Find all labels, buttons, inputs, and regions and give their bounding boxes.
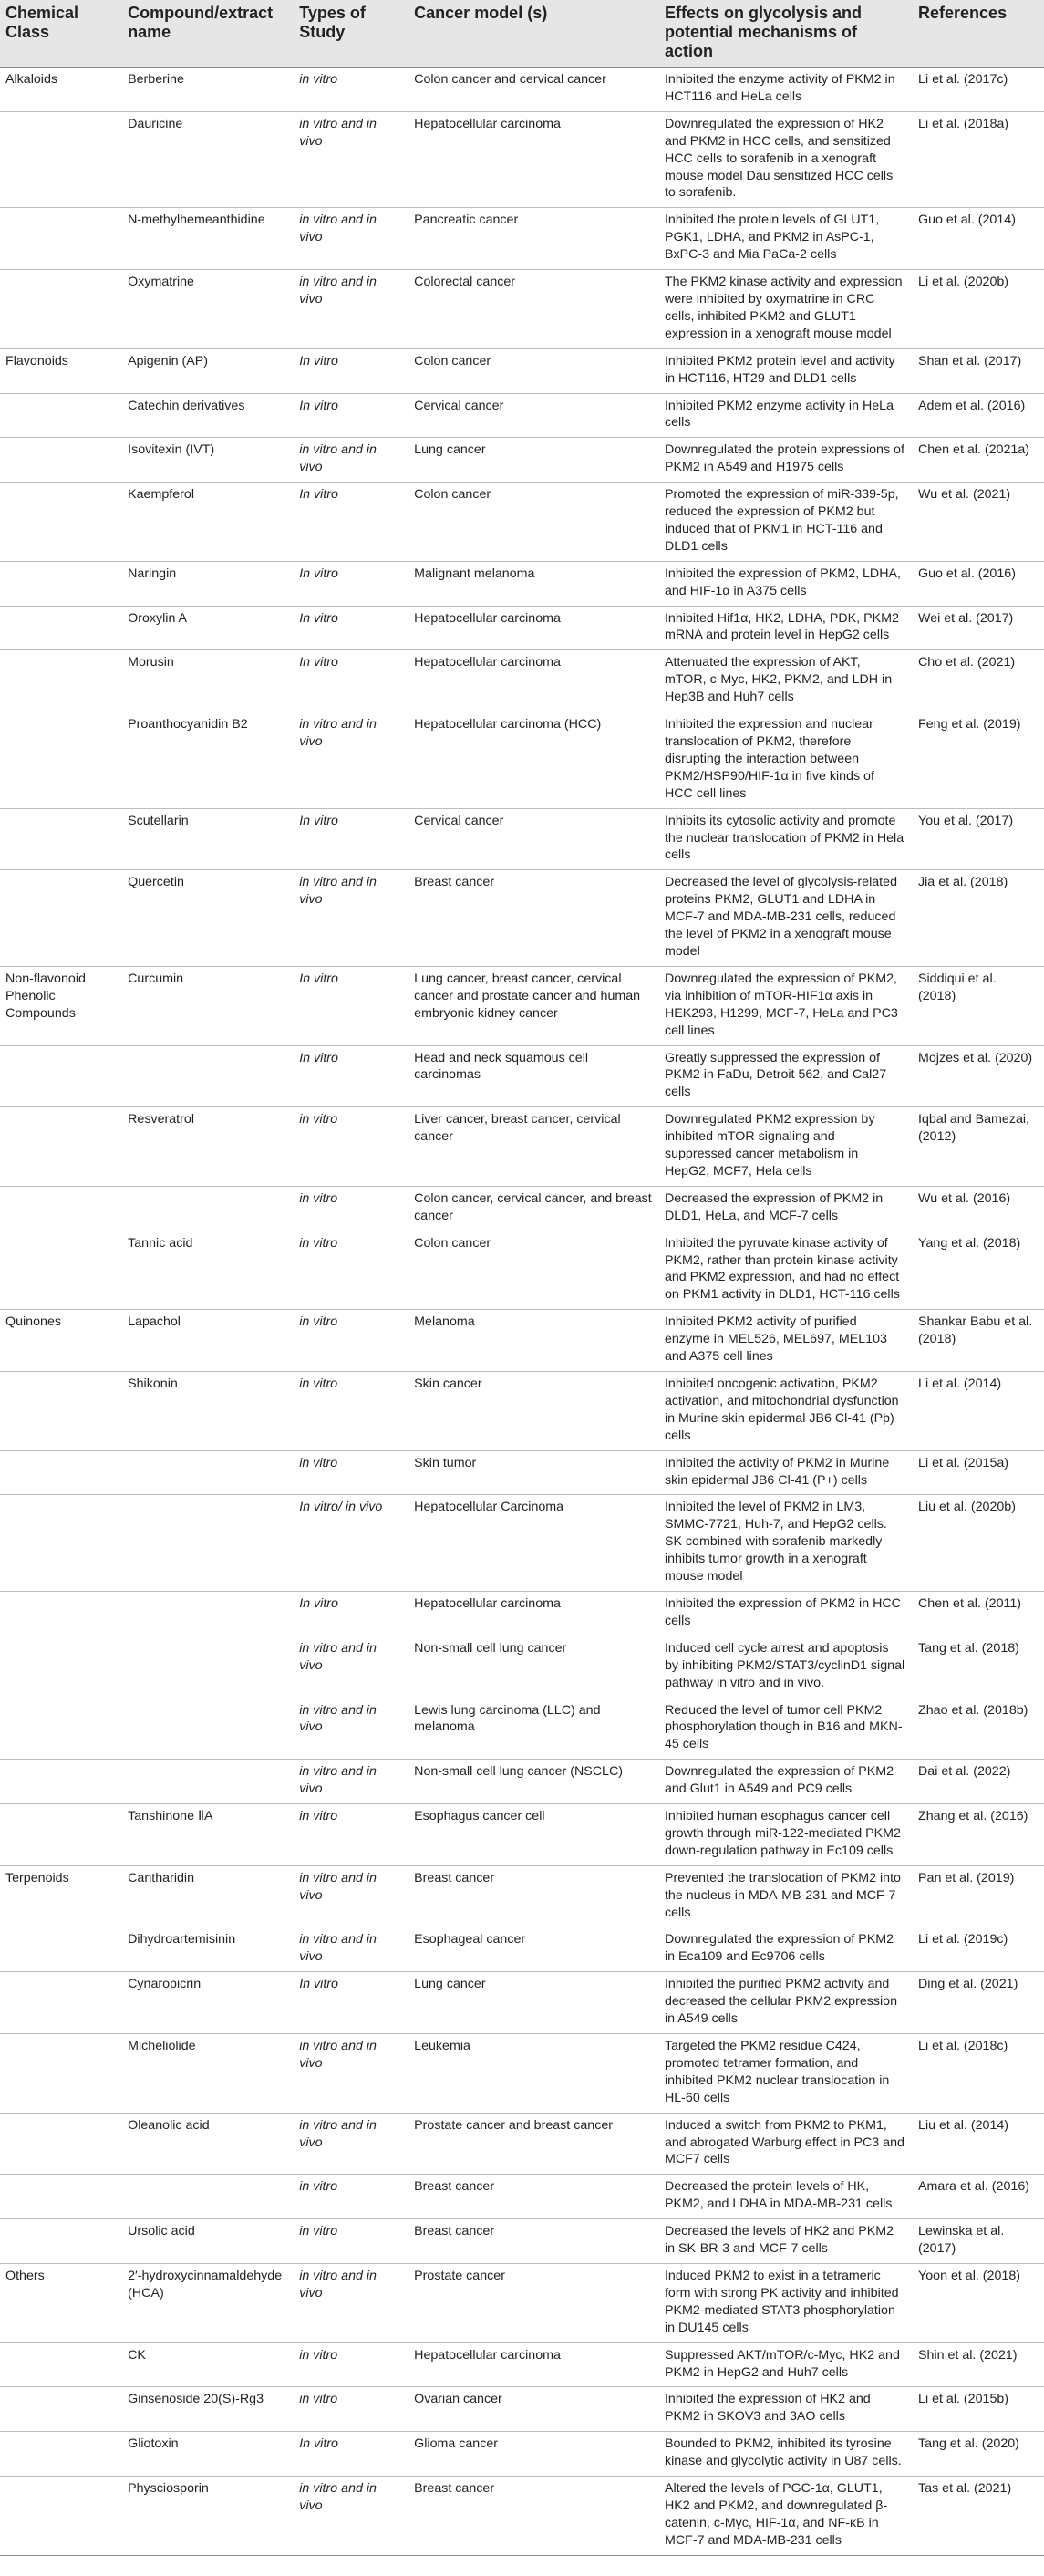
cell-chemical-class bbox=[0, 2175, 122, 2219]
cell-types-of-study: In vitro bbox=[294, 348, 408, 393]
cell-reference: Li et al. (2015b) bbox=[913, 2387, 1044, 2432]
cell-chemical-class bbox=[0, 712, 122, 809]
cell-effects: Inhibited the expression of PKM2, LDHA, and HIF-1α in A375 cells bbox=[659, 561, 913, 606]
cell-effects: Inhibited the expression of PKM2 in HCC cells bbox=[659, 1591, 913, 1636]
cell-types-of-study: in vitro and in vivo bbox=[294, 1865, 408, 1927]
cell-reference: Guo et al. (2016) bbox=[913, 561, 1044, 606]
cell-types-of-study: in vitro bbox=[294, 1372, 408, 1451]
cell-cancer-model: Melanoma bbox=[408, 1310, 659, 1372]
cell-types-of-study: in vitro bbox=[294, 2387, 408, 2432]
cell-reference: Shan et al. (2017) bbox=[913, 348, 1044, 393]
cell-chemical-class: Alkaloids bbox=[0, 68, 122, 112]
cell-chemical-class bbox=[0, 1107, 122, 1187]
table-row bbox=[0, 2263, 1044, 2342]
table-row bbox=[0, 1591, 1044, 1636]
cell-chemical-class bbox=[0, 1972, 122, 2034]
cell-reference: Wu et al. (2016) bbox=[913, 1186, 1044, 1231]
cell-reference: Tang et al. (2020) bbox=[913, 2432, 1044, 2477]
table-row bbox=[0, 2034, 1044, 2114]
cell-chemical-class bbox=[0, 2342, 122, 2387]
cell-effects: Inhibited the protein levels of GLUT1, PGK1, LDHA, and PKM2 in AsPC-1, BxPC-3 and Mia PaCa-2 cells bbox=[659, 208, 913, 270]
cell-types-of-study: in vitro bbox=[294, 1107, 408, 1187]
cell-cancer-model: Lung cancer bbox=[408, 1972, 659, 2034]
cell-types-of-study: in vitro bbox=[294, 1804, 408, 1866]
cell-chemical-class bbox=[0, 483, 122, 562]
cell-chemical-class bbox=[0, 650, 122, 712]
table-row bbox=[0, 111, 1044, 208]
cell-cancer-model: Skin cancer bbox=[408, 1372, 659, 1451]
cell-reference: Li et al. (2017c) bbox=[913, 68, 1044, 112]
cell-types-of-study: in vitro and in vivo bbox=[294, 712, 408, 809]
cell-effects: Downregulated the expression of PKM2 and Glut1 in A549 and PC9 cells bbox=[659, 1760, 913, 1804]
cell-cancer-model: Colon cancer bbox=[408, 483, 659, 562]
cell-chemical-class bbox=[0, 1231, 122, 1310]
cell-reference: Zhao et al. (2018b) bbox=[913, 1698, 1044, 1760]
cell-cancer-model: Breast cancer bbox=[408, 2477, 659, 2556]
cell-effects: Induced cell cycle arrest and apoptosis by inhibiting PKM2/STAT3/cyclinD1 signal pathway in vitro and in vivo. bbox=[659, 1636, 913, 1698]
cell-cancer-model: Colon cancer bbox=[408, 348, 659, 393]
cell-cancer-model: Breast cancer bbox=[408, 2175, 659, 2219]
cell-types-of-study: in vitro bbox=[294, 2219, 408, 2264]
cell-types-of-study: in vitro and in vivo bbox=[294, 1760, 408, 1804]
cell-compound-name bbox=[122, 2175, 294, 2219]
cell-compound-name bbox=[122, 1760, 294, 1804]
header-row bbox=[0, 0, 1044, 68]
cell-reference: Shankar Babu et al. (2018) bbox=[913, 1310, 1044, 1372]
cell-compound-name: Morusin bbox=[122, 650, 294, 712]
cell-compound-name: Cantharidin bbox=[122, 1865, 294, 1927]
cell-cancer-model: Head and neck squamous cell carcinomas bbox=[408, 1045, 659, 1107]
cell-cancer-model: Breast cancer bbox=[408, 1865, 659, 1927]
table-row bbox=[0, 1636, 1044, 1698]
table-row bbox=[0, 650, 1044, 712]
cell-compound-name: Kaempferol bbox=[122, 483, 294, 562]
cell-effects: Decreased the levels of HK2 and PKM2 in SK-BR-3 and MCF-7 cells bbox=[659, 2219, 913, 2264]
cell-compound-name: N-methylhemeanthidine bbox=[122, 208, 294, 270]
table-row bbox=[0, 1927, 1044, 1972]
cell-compound-name: Berberine bbox=[122, 68, 294, 112]
cell-effects: Inhibited Hif1α, HK2, LDHA, PDK, PKM2 mRNA and protein level in HepG2 cells bbox=[659, 606, 913, 650]
cell-reference: Li et al. (2020b) bbox=[913, 270, 1044, 349]
cell-cancer-model: Colon cancer bbox=[408, 1231, 659, 1310]
table-row bbox=[0, 68, 1044, 112]
cell-reference: Chen et al. (2021a) bbox=[913, 438, 1044, 483]
cell-reference: Dai et al. (2022) bbox=[913, 1760, 1044, 1804]
cell-reference: Guo et al. (2014) bbox=[913, 208, 1044, 270]
cell-chemical-class bbox=[0, 2113, 122, 2175]
table-row bbox=[0, 2219, 1044, 2264]
cell-cancer-model: Hepatocellular carcinoma bbox=[408, 650, 659, 712]
cell-types-of-study: In vitro bbox=[294, 650, 408, 712]
cell-reference: Feng et al. (2019) bbox=[913, 712, 1044, 809]
cell-types-of-study: In vitro bbox=[294, 561, 408, 606]
cell-cancer-model: Esophagus cancer cell bbox=[408, 1804, 659, 1866]
cell-reference: Jia et al. (2018) bbox=[913, 870, 1044, 967]
cell-reference: Amara et al. (2016) bbox=[913, 2175, 1044, 2219]
cell-effects: Inhibited the pyruvate kinase activity of PKM2, rather than protein kinase activity and PKM2 expression, and had no effect on PKM1 activity in DLD1, HCT-116 cells bbox=[659, 1231, 913, 1310]
cell-chemical-class bbox=[0, 1372, 122, 1451]
cell-reference: Li et al. (2014) bbox=[913, 1372, 1044, 1451]
cell-compound-name: Lapachol bbox=[122, 1310, 294, 1372]
table-header bbox=[0, 0, 1044, 68]
cell-compound-name: Gliotoxin bbox=[122, 2432, 294, 2477]
cell-types-of-study: in vitro and in vivo bbox=[294, 2034, 408, 2114]
cell-chemical-class: Flavonoids bbox=[0, 348, 122, 393]
table-row bbox=[0, 2432, 1044, 2477]
cell-compound-name: Micheliolide bbox=[122, 2034, 294, 2114]
cell-types-of-study: In vitro bbox=[294, 393, 408, 438]
table-row bbox=[0, 270, 1044, 349]
table-row bbox=[0, 348, 1044, 393]
cell-cancer-model: Non-small cell lung cancer bbox=[408, 1636, 659, 1698]
cell-chemical-class: Quinones bbox=[0, 1310, 122, 1372]
cell-effects: Suppressed AKT/mTOR/c-Myc, HK2 and PKM2 in HepG2 and Huh7 cells bbox=[659, 2342, 913, 2387]
cell-chemical-class bbox=[0, 1804, 122, 1866]
table-row bbox=[0, 1495, 1044, 1592]
cell-chemical-class bbox=[0, 111, 122, 208]
table-row bbox=[0, 1310, 1044, 1372]
header-chemical-class: Chemical Class bbox=[0, 0, 122, 68]
cell-chemical-class: Non-flavonoid Phenolic Compounds bbox=[0, 966, 122, 1045]
cell-cancer-model: Hepatocellular carcinoma bbox=[408, 2342, 659, 2387]
cell-effects: Induced a switch from PKM2 to PKM1, and abrogated Warburg effect in PC3 and MCF7 cells bbox=[659, 2113, 913, 2175]
cell-reference: Zhang et al. (2016) bbox=[913, 1804, 1044, 1866]
table-row bbox=[0, 1045, 1044, 1107]
cell-reference: Li et al. (2018a) bbox=[913, 111, 1044, 208]
cell-compound-name: Tannic acid bbox=[122, 1231, 294, 1310]
table-row bbox=[0, 1972, 1044, 2034]
cell-types-of-study: In vitro bbox=[294, 966, 408, 1045]
cell-effects: Promoted the expression of miR-339-5p, reduced the expression of PKM2 but induced that of PKM1 in HCT-116 and DLD1 cells bbox=[659, 483, 913, 562]
cell-effects: Inhibited human esophagus cancer cell growth through miR-122-mediated PKM2 down-regulation pathway in Ec109 cells bbox=[659, 1804, 913, 1866]
cell-chemical-class bbox=[0, 2477, 122, 2556]
cell-cancer-model: Colorectal cancer bbox=[408, 270, 659, 349]
cell-compound-name bbox=[122, 1591, 294, 1636]
cell-reference: Chen et al. (2011) bbox=[913, 1591, 1044, 1636]
cell-compound-name: Scutellarin bbox=[122, 808, 294, 870]
table-row bbox=[0, 1698, 1044, 1760]
cell-compound-name bbox=[122, 1186, 294, 1231]
cell-compound-name: Naringin bbox=[122, 561, 294, 606]
cell-types-of-study: in vitro bbox=[294, 1231, 408, 1310]
cell-types-of-study: in vitro bbox=[294, 1450, 408, 1495]
cell-chemical-class bbox=[0, 561, 122, 606]
cell-effects: Targeted the PKM2 residue C424, promoted tetramer formation, and inhibited PKM2 nuclear translocation in HL-60 cells bbox=[659, 2034, 913, 2114]
cell-effects: Decreased the protein levels of HK, PKM2, and LDHA in MDA-MB-231 cells bbox=[659, 2175, 913, 2219]
cell-reference: Tang et al. (2018) bbox=[913, 1636, 1044, 1698]
cell-effects: Inhibited the expression and nuclear translocation of PKM2, therefore disrupting the interaction between PKM2/HSP90/HIF-1α in five kinds of HCC cell lines bbox=[659, 712, 913, 809]
cell-cancer-model: Lewis lung carcinoma (LLC) and melanoma bbox=[408, 1698, 659, 1760]
cell-chemical-class bbox=[0, 2219, 122, 2264]
cell-types-of-study: In vitro bbox=[294, 1045, 408, 1107]
cell-cancer-model: Skin tumor bbox=[408, 1450, 659, 1495]
cell-chemical-class bbox=[0, 208, 122, 270]
cell-reference: Wu et al. (2021) bbox=[913, 483, 1044, 562]
cell-types-of-study: In vitro bbox=[294, 1591, 408, 1636]
cell-effects: Reduced the level of tumor cell PKM2 phosphorylation though in B16 and MKN-45 cells bbox=[659, 1698, 913, 1760]
cell-compound-name: Proanthocyanidin B2 bbox=[122, 712, 294, 809]
cell-types-of-study: in vitro and in vivo bbox=[294, 2113, 408, 2175]
cell-compound-name bbox=[122, 1450, 294, 1495]
cell-compound-name: 2′-hydroxycinnamaldehyde (HCA) bbox=[122, 2263, 294, 2342]
cell-compound-name: Catechin derivatives bbox=[122, 393, 294, 438]
header-types-of-study: Types of Study bbox=[294, 0, 408, 68]
table-row bbox=[0, 483, 1044, 562]
cell-effects: Bounded to PKM2, inhibited its tyrosine kinase and glycolytic activity in U87 cells. bbox=[659, 2432, 913, 2477]
cell-compound-name: Resveratrol bbox=[122, 1107, 294, 1187]
cell-effects: Attenuated the expression of AKT, mTOR, c-Myc, HK2, PKM2, and LDH in Hep3B and Huh7 cells bbox=[659, 650, 913, 712]
cell-effects: Inhibited PKM2 protein level and activity in HCT116, HT29 and DLD1 cells bbox=[659, 348, 913, 393]
cell-chemical-class bbox=[0, 2034, 122, 2114]
cell-effects: Altered the levels of PGC-1α, GLUT1, HK2 and PKM2, and downregulated β-catenin, c-Myc, HIF-1α, and NF-κB in MCF-7 and MDA-MB-231 cells bbox=[659, 2477, 913, 2556]
cell-reference: Liu et al. (2014) bbox=[913, 2113, 1044, 2175]
header-effects: Effects on glycolysis and potential mechanisms of action bbox=[659, 0, 913, 68]
table-row bbox=[0, 208, 1044, 270]
cell-chemical-class bbox=[0, 1760, 122, 1804]
cell-cancer-model: Prostate cancer and breast cancer bbox=[408, 2113, 659, 2175]
cell-types-of-study: in vitro and in vivo bbox=[294, 870, 408, 967]
cell-chemical-class bbox=[0, 1927, 122, 1972]
cell-chemical-class bbox=[0, 1045, 122, 1107]
cell-effects: Downregulated PKM2 expression by inhibited mTOR signaling and suppressed cancer metabolism in HepG2, MCF7, Hela cells bbox=[659, 1107, 913, 1187]
cell-chemical-class bbox=[0, 606, 122, 650]
cell-cancer-model: Hepatocellular carcinoma bbox=[408, 111, 659, 208]
cell-effects: Inhibited the enzyme activity of PKM2 in HCT116 and HeLa cells bbox=[659, 68, 913, 112]
cell-chemical-class bbox=[0, 438, 122, 483]
cell-reference: Ding et al. (2021) bbox=[913, 1972, 1044, 2034]
cell-types-of-study: in vitro bbox=[294, 1310, 408, 1372]
cell-effects: Downregulated the expression of HK2 and PKM2 in HCC cells, and sensitized HCC cells to sorafenib in a xenograft mouse model Dau sensitized HCC cells to sorafenib. bbox=[659, 111, 913, 208]
cell-compound-name: Dauricine bbox=[122, 111, 294, 208]
cell-types-of-study: in vitro and in vivo bbox=[294, 2477, 408, 2556]
cell-types-of-study: in vitro bbox=[294, 2175, 408, 2219]
cell-chemical-class bbox=[0, 1698, 122, 1760]
cell-cancer-model: Ovarian cancer bbox=[408, 2387, 659, 2432]
cell-reference: You et al. (2017) bbox=[913, 808, 1044, 870]
cell-compound-name: Isovitexin (IVT) bbox=[122, 438, 294, 483]
table-row bbox=[0, 1372, 1044, 1451]
cell-reference: Pan et al. (2019) bbox=[913, 1865, 1044, 1927]
cell-effects: Downregulated the expression of PKM2, via inhibition of mTOR-HIF1α axis in HEK293, H1299, MCF-7, HeLa and PC3 cell lines bbox=[659, 966, 913, 1045]
cell-cancer-model: Esophageal cancer bbox=[408, 1927, 659, 1972]
cell-types-of-study: in vitro bbox=[294, 2342, 408, 2387]
cell-types-of-study: in vitro bbox=[294, 68, 408, 112]
table-row bbox=[0, 1186, 1044, 1231]
cell-compound-name: Oleanolic acid bbox=[122, 2113, 294, 2175]
cell-reference: Mojzes et al. (2020) bbox=[913, 1045, 1044, 1107]
cell-compound-name: Cynaropicrin bbox=[122, 1972, 294, 2034]
cell-compound-name: Tanshinone ⅡA bbox=[122, 1804, 294, 1866]
cell-types-of-study: In vitro bbox=[294, 808, 408, 870]
cell-reference: Shin et al. (2021) bbox=[913, 2342, 1044, 2387]
table-row bbox=[0, 438, 1044, 483]
table-row bbox=[0, 1865, 1044, 1927]
table-row bbox=[0, 870, 1044, 967]
cell-cancer-model: Prostate cancer bbox=[408, 2263, 659, 2342]
table-row bbox=[0, 808, 1044, 870]
cell-compound-name bbox=[122, 1636, 294, 1698]
cell-types-of-study: In vitro bbox=[294, 2432, 408, 2477]
cell-chemical-class bbox=[0, 1495, 122, 1592]
cell-compound-name: Shikonin bbox=[122, 1372, 294, 1451]
cell-effects: Inhibited PKM2 activity of purified enzyme in MEL526, MEL697, MEL103 and A375 cell lines bbox=[659, 1310, 913, 1372]
cell-compound-name bbox=[122, 1698, 294, 1760]
cell-effects: The PKM2 kinase activity and expression were inhibited by oxymatrine in CRC cells, inhibited PKM2 and GLUT1 expression in a xenograft mouse model bbox=[659, 270, 913, 349]
cell-cancer-model: Hepatocellular carcinoma bbox=[408, 1591, 659, 1636]
cell-cancer-model: Hepatocellular Carcinoma bbox=[408, 1495, 659, 1592]
cell-reference: Yang et al. (2018) bbox=[913, 1231, 1044, 1310]
cell-types-of-study: In vitro bbox=[294, 1972, 408, 2034]
table-row bbox=[0, 1450, 1044, 1495]
cell-chemical-class bbox=[0, 1591, 122, 1636]
cell-types-of-study: In vitro/ in vivo bbox=[294, 1495, 408, 1592]
cell-compound-name: Quercetin bbox=[122, 870, 294, 967]
cell-cancer-model: Liver cancer, breast cancer, cervical cancer bbox=[408, 1107, 659, 1187]
cell-compound-name bbox=[122, 1045, 294, 1107]
cell-effects: Decreased the expression of PKM2 in DLD1, HeLa, and MCF-7 cells bbox=[659, 1186, 913, 1231]
table-row bbox=[0, 393, 1044, 438]
cell-effects: Decreased the level of glycolysis-related proteins PKM2, GLUT1 and LDHA in MCF-7 and MDA-MB-231 cells, reduced the level of PKM2 in a xenograft mouse model bbox=[659, 870, 913, 967]
cell-effects: Inhibited the purified PKM2 activity and decreased the cellular PKM2 expression in A549 cells bbox=[659, 1972, 913, 2034]
cell-reference: Siddiqui et al. (2018) bbox=[913, 966, 1044, 1045]
cell-types-of-study: in vitro and in vivo bbox=[294, 208, 408, 270]
cell-chemical-class bbox=[0, 393, 122, 438]
cell-effects: Inhibited PKM2 enzyme activity in HeLa cells bbox=[659, 393, 913, 438]
cell-cancer-model: Non-small cell lung cancer (NSCLC) bbox=[408, 1760, 659, 1804]
table-row bbox=[0, 712, 1044, 809]
cell-cancer-model: Colon cancer and cervical cancer bbox=[408, 68, 659, 112]
cell-compound-name: Ginsenoside 20(S)-Rg3 bbox=[122, 2387, 294, 2432]
cell-compound-name: Curcumin bbox=[122, 966, 294, 1045]
cell-chemical-class bbox=[0, 1186, 122, 1231]
cell-chemical-class bbox=[0, 870, 122, 967]
cell-effects: Downregulated the protein expressions of PKM2 in A549 and H1975 cells bbox=[659, 438, 913, 483]
cell-types-of-study: in vitro and in vivo bbox=[294, 111, 408, 208]
cell-effects: Inhibited oncogenic activation, PKM2 activation, and mitochondrial dysfunction in Murine skin epidermal JB6 Cl-41 (Pþ) cells bbox=[659, 1372, 913, 1451]
cell-effects: Prevented the translocation of PKM2 into the nucleus in MDA-MB-231 and MCF-7 cells bbox=[659, 1865, 913, 1927]
table-row bbox=[0, 561, 1044, 606]
cell-cancer-model: Malignant melanoma bbox=[408, 561, 659, 606]
cell-types-of-study: in vitro bbox=[294, 1186, 408, 1231]
cell-compound-name: Physciosporin bbox=[122, 2477, 294, 2556]
cell-reference: Cho et al. (2021) bbox=[913, 650, 1044, 712]
cell-types-of-study: in vitro and in vivo bbox=[294, 2263, 408, 2342]
table-row bbox=[0, 1107, 1044, 1187]
cell-compound-name: Apigenin (AP) bbox=[122, 348, 294, 393]
cell-compound-name: Dihydroartemisinin bbox=[122, 1927, 294, 1972]
cell-effects: Induced PKM2 to exist in a tetrameric form with strong PK activity and inhibited PKM2-mediated STAT3 phosphorylation in DU145 cells bbox=[659, 2263, 913, 2342]
cell-cancer-model: Pancreatic cancer bbox=[408, 208, 659, 270]
table-row bbox=[0, 1804, 1044, 1866]
cell-types-of-study: In vitro bbox=[294, 483, 408, 562]
cell-cancer-model: Lung cancer, breast cancer, cervical cancer and prostate cancer and human embryonic kidney cancer bbox=[408, 966, 659, 1045]
header-cancer-model: Cancer model (s) bbox=[408, 0, 659, 68]
cell-cancer-model: Lung cancer bbox=[408, 438, 659, 483]
cell-cancer-model: Cervical cancer bbox=[408, 393, 659, 438]
cell-effects: Greatly suppressed the expression of PKM2 in FaDu, Detroit 562, and Cal27 cells bbox=[659, 1045, 913, 1107]
cell-cancer-model: Cervical cancer bbox=[408, 808, 659, 870]
cell-cancer-model: Colon cancer, cervical cancer, and breast cancer bbox=[408, 1186, 659, 1231]
cell-chemical-class bbox=[0, 1636, 122, 1698]
cell-cancer-model: Breast cancer bbox=[408, 2219, 659, 2264]
cell-reference: Tas et al. (2021) bbox=[913, 2477, 1044, 2556]
cell-chemical-class bbox=[0, 2432, 122, 2477]
table-row bbox=[0, 1760, 1044, 1804]
cell-chemical-class bbox=[0, 1450, 122, 1495]
cell-reference: Adem et al. (2016) bbox=[913, 393, 1044, 438]
cell-reference: Lewinska et al. (2017) bbox=[913, 2219, 1044, 2264]
cell-reference: Wei et al. (2017) bbox=[913, 606, 1044, 650]
table-row bbox=[0, 606, 1044, 650]
header-compound-name: Compound/extract name bbox=[122, 0, 294, 68]
cell-types-of-study: in vitro and in vivo bbox=[294, 1927, 408, 1972]
cell-types-of-study: In vitro bbox=[294, 606, 408, 650]
cell-effects: Inhibits its cytosolic activity and promote the nuclear translocation of PKM2 in Hela cells bbox=[659, 808, 913, 870]
table-row bbox=[0, 1231, 1044, 1310]
cell-types-of-study: in vitro and in vivo bbox=[294, 438, 408, 483]
cell-effects: Inhibited the level of PKM2 in LM3, SMMC-7721, Huh-7, and HepG2 cells. SK combined with sorafenib markedly inhibits tumor growth in a xenograft mouse model bbox=[659, 1495, 913, 1592]
cell-compound-name bbox=[122, 1495, 294, 1592]
cell-cancer-model: Breast cancer bbox=[408, 870, 659, 967]
cell-compound-name: Ursolic acid bbox=[122, 2219, 294, 2264]
cell-cancer-model: Hepatocellular carcinoma bbox=[408, 606, 659, 650]
cell-cancer-model: Hepatocellular carcinoma (HCC) bbox=[408, 712, 659, 809]
cell-reference: Li et al. (2019c) bbox=[913, 1927, 1044, 1972]
cell-reference: Yoon et al. (2018) bbox=[913, 2263, 1044, 2342]
cell-compound-name: CK bbox=[122, 2342, 294, 2387]
cell-compound-name: Oxymatrine bbox=[122, 270, 294, 349]
table-body bbox=[0, 68, 1044, 2556]
cell-effects: Inhibited the activity of PKM2 in Murine skin epidermal JB6 Cl-41 (P+) cells bbox=[659, 1450, 913, 1495]
header-references: References bbox=[913, 0, 1044, 68]
cell-effects: Downregulated the expression of PKM2 in Eca109 and Ec9706 cells bbox=[659, 1927, 913, 1972]
cell-effects: Inhibited the expression of HK2 and PKM2 in SKOV3 and 3AO cells bbox=[659, 2387, 913, 2432]
cell-cancer-model: Glioma cancer bbox=[408, 2432, 659, 2477]
cell-chemical-class bbox=[0, 270, 122, 349]
cell-reference: Li et al. (2018c) bbox=[913, 2034, 1044, 2114]
table-row bbox=[0, 2387, 1044, 2432]
table-row bbox=[0, 2175, 1044, 2219]
cell-cancer-model: Leukemia bbox=[408, 2034, 659, 2114]
cell-types-of-study: in vitro and in vivo bbox=[294, 1698, 408, 1760]
cell-types-of-study: in vitro and in vivo bbox=[294, 270, 408, 349]
cell-reference: Iqbal and Bamezai, (2012) bbox=[913, 1107, 1044, 1187]
cell-reference: Liu et al. (2020b) bbox=[913, 1495, 1044, 1592]
cell-chemical-class bbox=[0, 2387, 122, 2432]
table-row bbox=[0, 2113, 1044, 2175]
cell-chemical-class bbox=[0, 808, 122, 870]
table-row bbox=[0, 2477, 1044, 2556]
cell-chemical-class: Terpenoids bbox=[0, 1865, 122, 1927]
cell-reference: Li et al. (2015a) bbox=[913, 1450, 1044, 1495]
cell-chemical-class: Others bbox=[0, 2263, 122, 2342]
table-row bbox=[0, 966, 1044, 1045]
cell-compound-name: Oroxylin A bbox=[122, 606, 294, 650]
table-row bbox=[0, 2342, 1044, 2387]
cell-types-of-study: in vitro and in vivo bbox=[294, 1636, 408, 1698]
